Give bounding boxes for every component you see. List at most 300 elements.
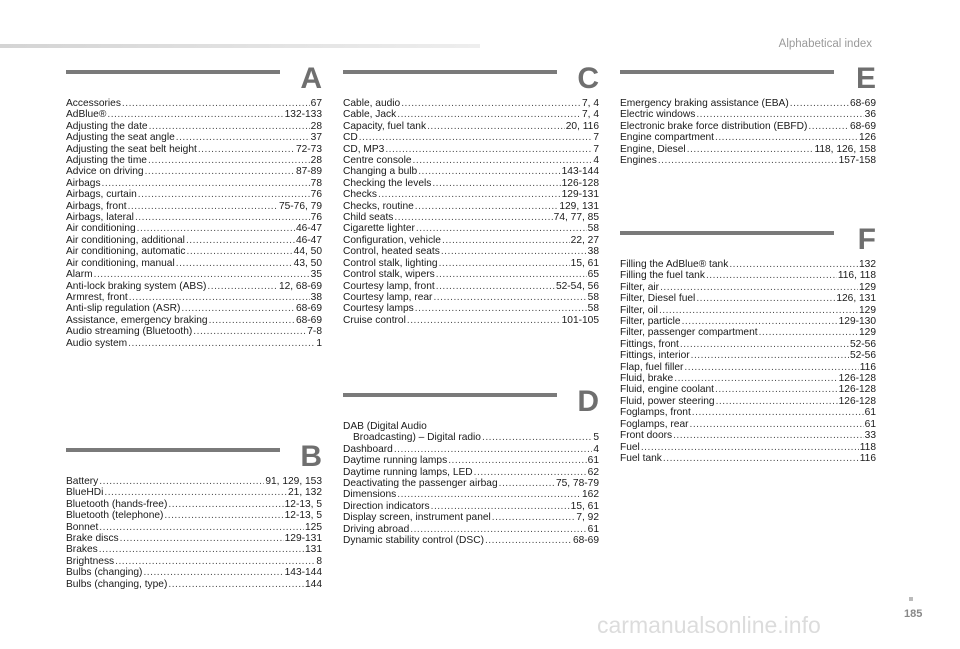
index-entry	[620, 327, 876, 338]
index-entry	[66, 326, 322, 337]
entry-pages: 12, 68-69	[278, 280, 322, 292]
index-entry	[620, 144, 876, 155]
index-entry	[343, 432, 599, 443]
leader-dots	[413, 155, 593, 166]
leader-dots	[673, 430, 864, 441]
leader-dots	[164, 510, 283, 521]
index-entry	[620, 430, 876, 441]
index-entry	[620, 453, 876, 464]
index-entry	[66, 109, 322, 120]
index-entry	[343, 98, 599, 109]
leader-dots	[433, 292, 586, 303]
entry-pages: 131	[305, 544, 322, 556]
entry-pages: 118, 126, 158	[814, 143, 876, 155]
leader-dots	[790, 98, 849, 109]
section-f	[620, 223, 876, 464]
entry-pages: 8	[316, 555, 322, 567]
section-divider	[343, 70, 557, 74]
index-entry	[66, 556, 322, 567]
section-f-header	[620, 223, 876, 259]
index-entry	[343, 132, 599, 143]
leader-dots	[168, 579, 304, 590]
top-decorative-bar	[0, 44, 480, 48]
leader-dots	[808, 121, 849, 132]
index-entry	[66, 338, 322, 349]
index-entry	[66, 201, 322, 212]
entry-pages: 33	[864, 430, 876, 442]
section-letter: A	[300, 62, 322, 95]
entry-pages: 76	[310, 189, 322, 201]
leader-dots	[120, 533, 284, 544]
entry-term: Checks, routine	[343, 200, 414, 212]
section-e-header	[620, 62, 876, 98]
entry-term: Air conditioning	[66, 223, 136, 235]
index-entry	[343, 155, 599, 166]
index-entry	[620, 155, 876, 166]
leader-dots	[692, 407, 864, 418]
leader-dots	[102, 178, 310, 189]
index-entry	[620, 98, 876, 109]
leader-dots	[99, 544, 304, 555]
index-entry	[620, 373, 876, 384]
leader-dots	[176, 132, 310, 143]
entry-term: Adjusting the seat belt height	[66, 143, 197, 155]
leader-dots	[729, 259, 858, 270]
section-divider	[620, 70, 834, 74]
entry-term: Cigarette lighter	[343, 223, 415, 235]
index-entry	[66, 223, 322, 234]
index-entry	[66, 212, 322, 223]
entry-pages: 157-158	[838, 155, 876, 167]
leader-dots	[499, 478, 555, 489]
entry-pages: 28	[310, 155, 322, 167]
entry-term: Foglamps, rear	[620, 418, 689, 430]
index-entry	[343, 235, 599, 246]
index-entry	[343, 524, 599, 535]
leader-dots	[104, 487, 287, 498]
leader-dots	[492, 512, 576, 523]
leader-dots	[427, 121, 565, 132]
leader-dots	[441, 246, 587, 257]
entry-pages: 67	[310, 98, 322, 109]
entry-pages: 37	[310, 132, 322, 144]
entry-term: Engine, Diesel	[620, 143, 686, 155]
entry-term: Daytime running lamps, LED	[343, 466, 473, 478]
section-divider	[66, 448, 280, 452]
section-e	[620, 62, 876, 167]
entry-term: Courtesy lamp, front	[343, 280, 435, 292]
leader-dots	[407, 315, 561, 326]
page-number: 185	[904, 608, 923, 620]
entry-pages: 7	[593, 143, 599, 155]
entry-term: Electric windows	[620, 109, 696, 121]
entry-term: Fluid, power steering	[620, 395, 715, 407]
leader-dots	[684, 362, 858, 373]
entry-pages: 52-56	[849, 338, 876, 350]
index-list	[620, 259, 876, 464]
entry-pages: 129-130	[838, 316, 876, 328]
entry-term: Airbags	[66, 177, 101, 189]
leader-dots	[436, 281, 555, 292]
index-entry	[66, 144, 322, 155]
section-divider	[343, 393, 557, 397]
index-list	[343, 432, 599, 546]
index-entry	[620, 109, 876, 120]
leader-dots	[176, 258, 293, 269]
entry-term: Display screen, instrument panel	[343, 512, 491, 524]
entry-pages: 15, 61	[570, 500, 599, 512]
leader-dots	[378, 189, 561, 200]
entry-term: Direction indicators	[343, 500, 430, 512]
section-b	[66, 440, 322, 590]
entry-pages: 87-89	[295, 166, 322, 178]
entry-term: Fittings, front	[620, 338, 679, 350]
entry-pages: 74, 77, 85	[553, 212, 599, 224]
entry-term: Control, heated seats	[343, 246, 440, 258]
leader-dots	[186, 246, 292, 257]
entry-term: Electronic brake force distribution (EBFD)	[620, 120, 808, 132]
leader-dots	[115, 556, 315, 567]
entry-pages: 7, 4	[582, 109, 599, 121]
leader-dots	[207, 281, 278, 292]
entry-term: Dynamic stability control (DSC)	[343, 535, 484, 547]
entry-pages: 62	[587, 466, 599, 478]
index-entry	[66, 166, 322, 177]
entry-term: Fuel tank	[620, 452, 662, 464]
index-entry	[66, 315, 322, 326]
section-d	[343, 385, 599, 547]
leader-dots	[415, 303, 587, 314]
leader-dots	[181, 303, 295, 314]
entry-pages: 36	[864, 109, 876, 121]
entry-term: Audio streaming (Bluetooth)	[66, 326, 193, 338]
leader-dots	[148, 155, 310, 166]
index-list	[66, 98, 322, 349]
index-entry	[343, 512, 599, 523]
leader-dots	[696, 293, 835, 304]
entry-term: Checks	[343, 189, 377, 201]
entry-pages: 143-144	[561, 166, 599, 178]
entry-term: Airbags, curtain	[66, 189, 137, 201]
entry-term: CD	[343, 132, 358, 144]
entry-pages: 46-47	[295, 223, 322, 235]
leader-dots	[107, 109, 283, 120]
index-entry	[620, 132, 876, 143]
page-header-title: Alphabetical index	[778, 38, 872, 50]
entry-term: Airbags, lateral	[66, 212, 134, 224]
entry-term: Bulbs (changing)	[66, 567, 143, 579]
index-entry	[343, 303, 599, 314]
entry-term: Bonnet	[66, 521, 99, 533]
entry-pages: 126	[859, 132, 876, 144]
entry-pages: 61	[587, 455, 599, 467]
section-letter: B	[300, 440, 322, 473]
index-entry	[343, 269, 599, 280]
leader-dots	[759, 327, 858, 338]
entry-pages: 132-133	[284, 109, 322, 121]
entry-term: Anti-slip regulation (ASR)	[66, 303, 181, 315]
index-entry	[66, 292, 322, 303]
entry-term: Emergency braking assistance (EBA)	[620, 98, 789, 109]
entry-pages: 126-128	[838, 384, 876, 396]
index-entry	[620, 396, 876, 407]
entry-pages: 116	[859, 361, 876, 373]
index-entry	[620, 339, 876, 350]
entry-term: Bluetooth (hands-free)	[66, 498, 168, 510]
entry-pages: 101-105	[561, 314, 599, 326]
entry-term: Fluid, brake	[620, 373, 674, 385]
leader-dots	[397, 489, 581, 500]
section-a-header	[66, 62, 322, 98]
entry-term: Fittings, interior	[620, 350, 690, 362]
leader-dots	[145, 166, 295, 177]
leader-dots	[135, 212, 310, 223]
entry-pages: 126-128	[561, 177, 599, 189]
section-letter: E	[855, 62, 876, 95]
index-entry	[343, 144, 599, 155]
entry-term: Brakes	[66, 544, 98, 556]
entry-term: Filter, passenger compartment	[620, 327, 758, 339]
leader-dots	[691, 350, 849, 361]
entry-term: Dimensions	[343, 489, 397, 501]
entry-pages: 61	[587, 523, 599, 535]
entry-term: DAB (Digital Audio	[343, 421, 427, 432]
index-entry	[620, 419, 876, 430]
entry-pages: 116, 118	[837, 270, 876, 282]
entry-pages: 28	[310, 120, 322, 132]
index-entry	[343, 121, 599, 132]
index-entry	[66, 567, 322, 578]
entry-pages: 129, 131	[559, 200, 599, 212]
leader-dots	[122, 98, 310, 109]
entry-pages: 129	[859, 281, 876, 293]
section-letter: F	[857, 223, 876, 256]
leader-dots	[690, 419, 864, 430]
entry-pages: 126-128	[838, 395, 876, 407]
entry-term: Filling the fuel tank	[620, 270, 705, 282]
leader-dots	[415, 201, 559, 212]
entry-term: Filter, oil	[620, 304, 658, 316]
entry-pages: 162	[582, 489, 599, 501]
index-entry	[343, 201, 599, 212]
index-entry	[620, 362, 876, 373]
leader-dots	[682, 316, 838, 327]
entry-pages: 7, 92	[576, 512, 599, 524]
entry-term: Changing a bulb	[343, 166, 418, 178]
index-entry	[66, 476, 322, 487]
index-entry	[343, 501, 599, 512]
entry-pages: 43, 50	[293, 257, 322, 269]
entry-term: Filter, air	[620, 281, 660, 293]
entry-pages: 58	[587, 303, 599, 315]
leader-dots	[168, 499, 283, 510]
section-divider	[66, 70, 280, 74]
page-marker-dot	[909, 597, 913, 601]
leader-dots	[401, 98, 581, 109]
index-entry	[66, 510, 322, 521]
entry-pages: 7, 4	[582, 98, 599, 109]
index-entry	[343, 178, 599, 189]
entry-pages: 68-69	[572, 535, 599, 547]
index-entry	[343, 467, 599, 478]
leader-dots	[128, 338, 315, 349]
index-entry	[620, 384, 876, 395]
entry-term: Anti-lock braking system (ABS)	[66, 280, 207, 292]
index-entry	[620, 121, 876, 132]
entry-term: Cable, audio	[343, 98, 401, 109]
leader-dots	[410, 524, 586, 535]
entry-pages: 72-73	[295, 143, 322, 155]
index-list	[620, 98, 876, 166]
index-entry	[620, 350, 876, 361]
leader-dots	[129, 292, 310, 303]
entry-term: Foglamps, front	[620, 407, 691, 419]
leader-dots	[359, 132, 593, 143]
entry-term: Brightness	[66, 555, 115, 567]
entry-term: Filling the AdBlue® tank	[620, 259, 729, 270]
entry-term: Centre console	[343, 155, 412, 167]
entry-pages: 22, 27	[570, 234, 599, 246]
entry-pages: 76	[310, 212, 322, 224]
index-entry	[343, 166, 599, 177]
entry-term: Capacity, fuel tank	[343, 120, 427, 132]
entry-term: Broadcasting) – Digital radio	[353, 432, 481, 444]
leader-dots	[149, 121, 310, 132]
entry-pages: 12-13, 5	[284, 510, 322, 522]
entry-term: Bulbs (changing, type)	[66, 578, 168, 590]
entry-pages: 68-69	[849, 120, 876, 132]
entry-term: Courtesy lamp, rear	[343, 291, 433, 303]
entry-pages: 38	[587, 246, 599, 258]
index-entry	[343, 189, 599, 200]
leader-dots	[687, 144, 814, 155]
entry-pages: 38	[310, 291, 322, 303]
index-entry	[620, 305, 876, 316]
index-entry	[343, 292, 599, 303]
entry-term: Adjusting the seat angle	[66, 132, 175, 144]
index-entry	[343, 444, 599, 455]
entry-term: Air conditioning, manual	[66, 257, 175, 269]
entry-pages: 68-69	[295, 314, 322, 326]
entry-term: Daytime running lamps	[343, 455, 448, 467]
index-entry	[343, 109, 599, 120]
index-entry	[343, 223, 599, 234]
section-a	[66, 62, 322, 349]
entry-pages: 7	[593, 132, 599, 144]
index-entry	[343, 478, 599, 489]
section-c-header	[343, 62, 599, 98]
leader-dots	[94, 269, 310, 280]
section-b-header	[66, 440, 322, 476]
leader-dots	[209, 315, 295, 326]
index-entry	[66, 579, 322, 590]
leader-dots	[660, 282, 858, 293]
entry-pages: 4	[593, 443, 599, 455]
index-list	[66, 476, 322, 590]
entry-pages: 52-56	[849, 350, 876, 362]
entry-term: Audio system	[66, 337, 128, 349]
leader-dots	[385, 144, 592, 155]
leader-dots	[193, 326, 306, 337]
index-entry	[66, 132, 322, 143]
entry-term: Armrest, front	[66, 291, 128, 303]
leader-dots	[716, 396, 838, 407]
entry-pages: 52-54, 56	[555, 280, 599, 292]
index-list	[343, 98, 599, 326]
leader-dots	[137, 223, 295, 234]
entry-term: Air conditioning, additional	[66, 234, 185, 246]
entry-pages: 20, 116	[565, 120, 599, 132]
entry-term: Airbags, front	[66, 200, 127, 212]
index-entry	[343, 258, 599, 269]
index-entry	[66, 533, 322, 544]
index-entry	[343, 212, 599, 223]
index-entry	[66, 544, 322, 555]
index-entry	[66, 522, 322, 533]
leader-dots	[485, 535, 572, 546]
entry-pages: 144	[305, 578, 322, 590]
index-entry	[66, 189, 322, 200]
entry-term: Engine compartment	[620, 132, 715, 144]
entry-pages: 126, 131	[836, 293, 876, 305]
index-entry	[343, 455, 599, 466]
entry-pages: 129	[859, 304, 876, 316]
leader-dots	[715, 132, 858, 143]
entry-pages: 125	[305, 521, 322, 533]
entry-term: Assistance, emergency braking	[66, 314, 208, 326]
index-entry	[66, 155, 322, 166]
entry-pages: 61	[864, 407, 876, 419]
entry-pages: 65	[587, 269, 599, 281]
entry-pages: 129	[859, 327, 876, 339]
entry-term: Deactivating the passenger airbag	[343, 478, 498, 490]
entry-term: Front doors	[620, 430, 673, 442]
index-entry	[66, 121, 322, 132]
entry-term: Air conditioning, automatic	[66, 246, 186, 258]
leader-dots	[394, 444, 592, 455]
entry-term: Configuration, vehicle	[343, 234, 441, 246]
entry-term: Cable, Jack	[343, 109, 397, 121]
leader-dots	[715, 384, 838, 395]
leader-dots	[436, 269, 587, 280]
index-entry	[620, 270, 876, 281]
index-entry	[620, 259, 876, 270]
leader-dots	[641, 442, 859, 453]
entry-pages: 126-128	[838, 373, 876, 385]
entry-term: Fluid, engine coolant	[620, 384, 715, 396]
watermark: carmanualsonline.info	[597, 612, 821, 638]
entry-pages: 91, 129, 153	[265, 476, 322, 487]
leader-dots	[663, 453, 859, 464]
leader-dots	[397, 109, 581, 120]
index-entry	[620, 442, 876, 453]
leader-dots	[674, 373, 837, 384]
section-letter: C	[577, 62, 599, 95]
entry-pages: 118	[859, 441, 876, 453]
entry-term: Advice on driving	[66, 166, 144, 178]
entry-term: Dashboard	[343, 443, 393, 455]
entry-pages: 4	[593, 155, 599, 167]
index-entry	[343, 246, 599, 257]
entry-term: Driving abroad	[343, 523, 410, 535]
entry-term: Child seats	[343, 212, 394, 224]
entry-term: Fuel	[620, 441, 640, 453]
leader-dots	[482, 432, 592, 443]
entry-term: Adjusting the time	[66, 155, 147, 167]
index-entry	[66, 98, 322, 109]
entry-term: Flap, fuel filler	[620, 361, 684, 373]
index-entry	[66, 487, 322, 498]
